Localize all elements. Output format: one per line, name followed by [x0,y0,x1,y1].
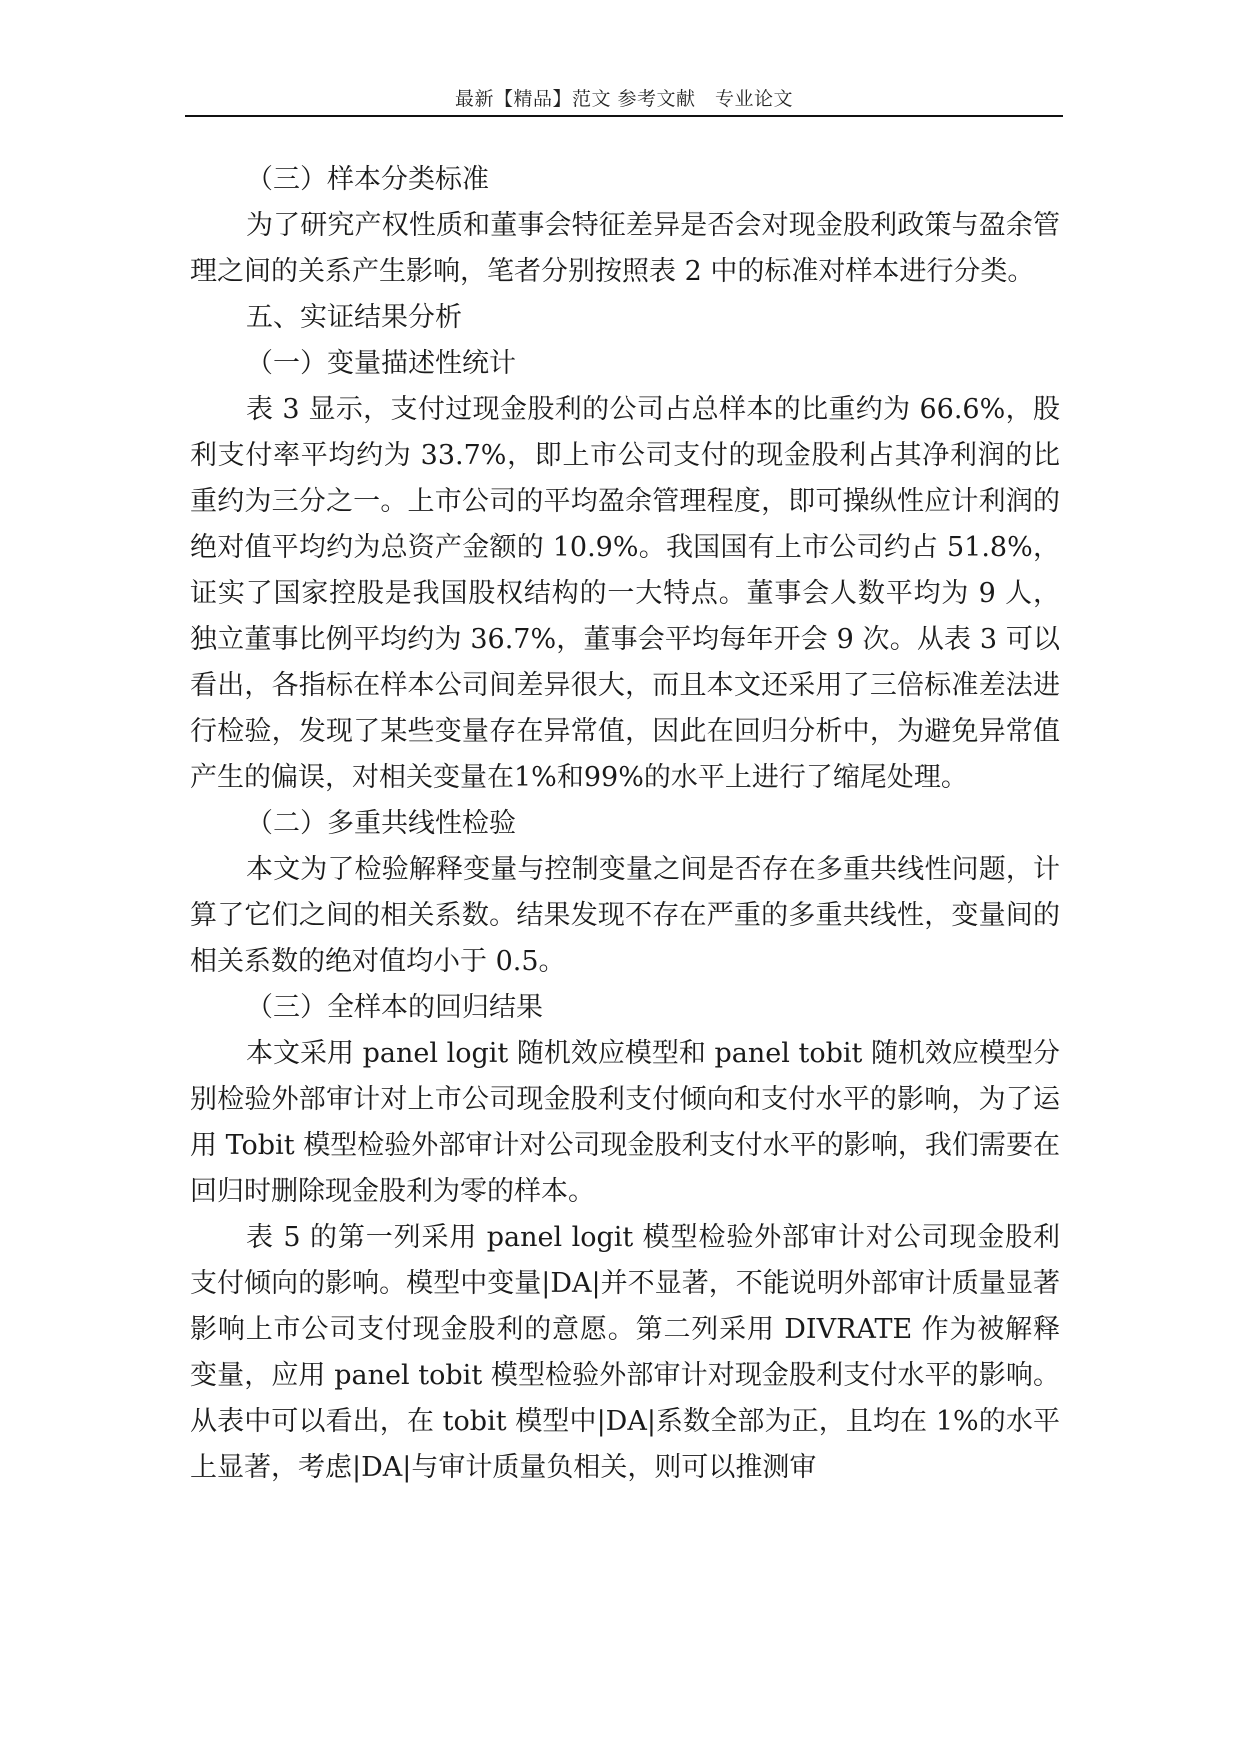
section-heading-descriptive-statistics: （一）变量描述性统计 [246,348,516,379]
paragraph-sample-classification: 为了研究产权性质和董事会特征差异是否会对现金股利政策与盈余管理之间的关系产生影响，笔者分别按照表 2 中的标准对样本进行分类。 [190,210,1060,287]
section-heading-sample-classification: （三）样本分类标准 [246,164,489,195]
paragraph-regression-method: 本文采用 panel logit 随机效应模型和 panel tobit 随机效应模型分别检验外部审计对上市公司现金股利支付倾向和支付水平的影响，为了运用 Tobit 模型检验外部审计对公司现金股利支付水平的影响，我们需要在回归时删除现金股利为零的样本。 [190,1038,1060,1207]
page-header: 最新【精品】范文 参考文献 专业论文 [454,88,794,110]
section-heading-full-sample-regression: （三）全样本的回归结果 [246,992,543,1023]
header-divider [185,115,1063,117]
section-heading-multicollinearity: （二）多重共线性检验 [246,808,516,839]
paragraph-descriptive-statistics: 表 3 显示，支付过现金股利的公司占总样本的比重约为 66.6%，股利支付率平均约为 33.7%，即上市公司支付的现金股利占其净利润的比重约为三分之一。上市公司的平均盈余管理程度，即可操纵性应计利润的绝对值平均约为总资产金额的 10.9%。我国国有上市公司约占 51.8%，证实了国家控股是我国股权结构的一大特点。董事会人数平均为 9 人，独立董事比例平均约为 36.7%，董事会平均每年开会 9 次。从表 3 可以看出，各指标在样本公司间差异很大，而且本文还采用了三倍标准差法进行检验，发现了某些变量存在异常值，因此在回归分析中，为避免异常值产生的偏误，对相关变量在1%和99%的水平上进行了缩尾处理。 [190,394,1060,793]
paragraph-regression-table5: 表 5 的第一列采用 panel logit 模型检验外部审计对公司现金股利支付倾向的影响。模型中变量|DA|并不显著，不能说明外部审计质量显著影响上市公司支付现金股利的意愿。第二列采用 DIVRATE 作为被解释变量，应用 panel tobit 模型检验外部审计对现金股利支付水平的影响。从表中可以看出，在 tobit 模型中|DA|系数全部为正，且均在 1%的水平上显著，考虑|DA|与审计质量负相关，则可以推测审 [190,1222,1060,1483]
section-heading-empirical-results: 五、实证结果分析 [246,302,462,333]
paragraph-multicollinearity: 本文为了检验解释变量与控制变量之间是否存在多重共线性问题，计算了它们之间的相关系数。结果发现不存在严重的多重共线性，变量间的相关系数的绝对值均小于 0.5。 [190,854,1060,977]
document-body [190,157,1060,1491]
